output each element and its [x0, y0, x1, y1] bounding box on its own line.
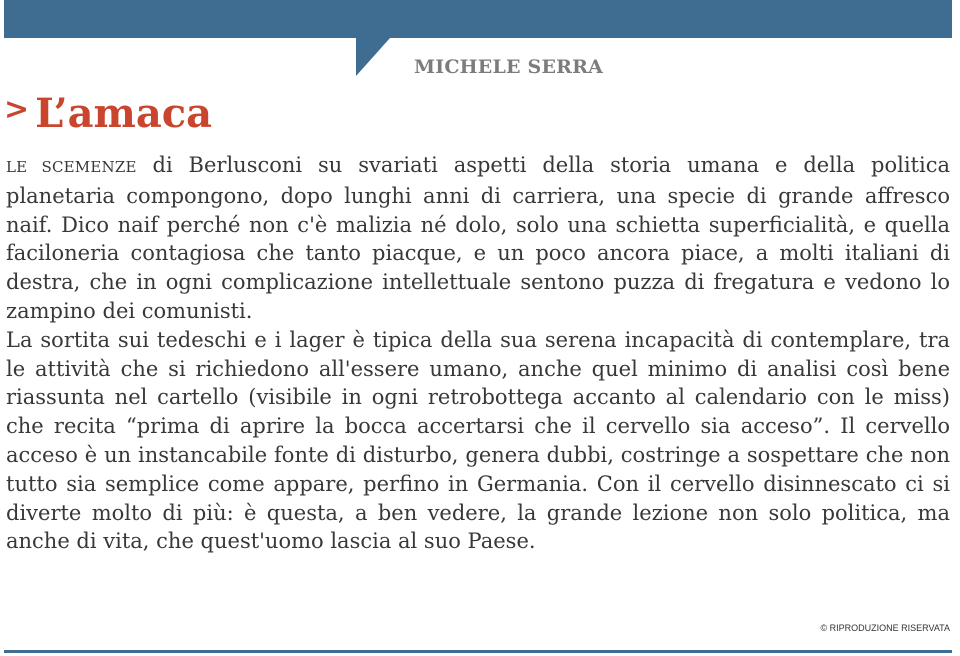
lead-in: LE SCEMENZE — [6, 158, 137, 176]
column-title — [4, 90, 212, 137]
paragraph-2: La sortita sui tedeschi e i lager è tipica della sua serena incapacità di contemplare, tra le attività che si richiedono all'essere umano, anche quel minimo di analisi così bene riassunta nel cartello (visibile in ogni retrobottega accanto al calendario con le miss) che recita “prima di aprire la bocca accertarsi che il cervello sia acceso”. Il cervello acceso è un instancabile fonte di disturbo, genera dubbi, costringe a sospettare che non tutto sia semplice come appare, perfino in Germania. Con il cervello disinnescato ci si diverte molto di più: è questa, a ben vedere, la grande lezione non solo politica, ma anche di vita, che quest'uomo lascia al suo Paese. — [6, 327, 950, 554]
copyright-notice: © RIPRODUZIONE RISERVATA — [820, 623, 950, 633]
paragraph-1-text: di Berlusconi su svariati aspetti della storia umana e della politica planetaria compongono, dopo lunghi anni di carriera, una specie di grande affresco naif. Dico naif perché non c'è malizia né dolo, solo una schietta superficialità, e quella faciloneria contagiosa che tanto piacque, e un poco ancora piace, a molti italiani di destra, che in ogni complicazione intellettuale sentono puzza di fregatura e vedono lo zampino dei comunisti. — [6, 153, 950, 323]
bottom-rule — [4, 650, 952, 653]
title-marker-icon: > — [4, 92, 30, 127]
paragraph-1 — [6, 151, 950, 326]
article-body — [6, 151, 950, 556]
title-text: L’amaca — [35, 90, 213, 137]
top-banner — [4, 0, 952, 38]
banner-notch — [356, 38, 390, 76]
author-name: MICHELE SERRA — [414, 56, 604, 78]
